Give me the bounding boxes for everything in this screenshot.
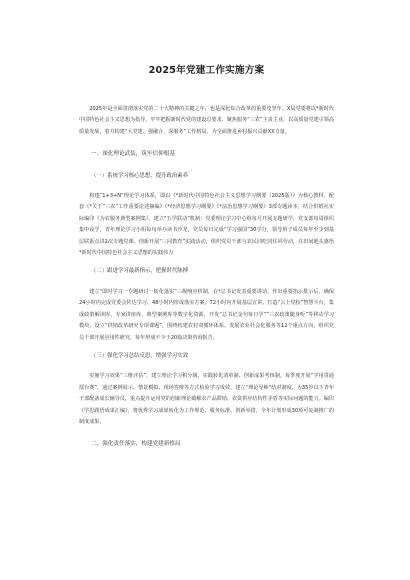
section-1-heading: 一、深化理论武装，筑牢信仰根基 [91,151,175,158]
subsection-1-1-paragraph: 构建“1+3+N”理论学习体系，即以《*新时代中国特色社会主义思想学习纲要（2025版）》为核心教材，配套《*关于“三农”工作重要论述摘编》《*经济思想学习纲要》《*法治思想学习纲要》3部专题读本，结合供销社实际编印《为农服务典型案例集》。建立“五学联动”机制：党委理论学习中心组每月开展专题研学，党支部每周组织集中夜学，青年理论学习小组每旬举办读书沙龙，党员每日完成“学习强国”30学分，领导班子成员每年至少到基层联系点讲2次专题党课。创新开展“三同教育”实践活动，组织党员干部与农民同吃同住同劳动，在田间地头感悟*新时代中国特色社会主义思想的实践伟力 [79,193,334,257]
subsection-1-1-heading: （一）系统学习核心思想，提升政治素养 [91,172,189,179]
subsection-1-3-heading: （三）强化学习总结反思，增强学习实效 [91,352,189,359]
subsection-1-3-paragraph: 实施学习效果“三维评估”，建立理论学习积分制、实践转化清单制、创新成果考核制。每季度开展“学用贯通擂台赛”，通过案例展示、情景模拟、现场答辩等方式检验学习成效。建立“理论导师”结对制度，为35岁以下青年干部配备成长辅导员，重点提升运用党的创新理论破解农产品滞销、农资供应结构性矛盾等实际问题的能力。编印《学思践悟成果汇编》，将优秀学习成果转化为工作规范、服务标准、创新举措，全年计划形成30项可复制推广的制度成果。 [79,373,334,425]
subsection-1-2-paragraph: 建立“即时学习一专题研讨一转化落实”三级响应机制，在*总书记发表重要讲话、作出重要指示批示后，确保24小时内完成党委会传达学习、48小时内形成落实方案、72小时内开展基层宣讲。打造“云上党校”智慧平台，集成政策解读库、专家讲座库、典型案例库等数字化资源，开发“总书记金句每日学”“三农政策随身听”等移动学习模块。设立“供销改革研究专项课题”，围绕构建农村双循环体系、发展农业社会化服务等12个重点方向，组织党员干部开展应用性研究，每年形成不少于20篇决策咨询报告。 [79,288,334,341]
section-2-heading: 二、强化责任落实，构建党建新格局 [91,441,181,448]
intro-paragraph: 2025年是全面贯彻落实党的二十大精神的关键之年，也是深化综合改革的重要攻坚年。X局党委将以*新时代中国特色社会主义思想为指导，牢牢把握新时代党的建设总要求，聚焦服务“三农”主责主业，以高质量党建引领高质量发展，着力构建“大党建、强融合、深服务”工作格局，为全面推进乡村振兴贡献XX力量。 [79,106,334,135]
document-title: 2025年党建工作实施方案 [148,65,265,76]
subsection-1-2-heading: （二）跟进学习最新指示，把握时代脉搏 [91,268,189,275]
